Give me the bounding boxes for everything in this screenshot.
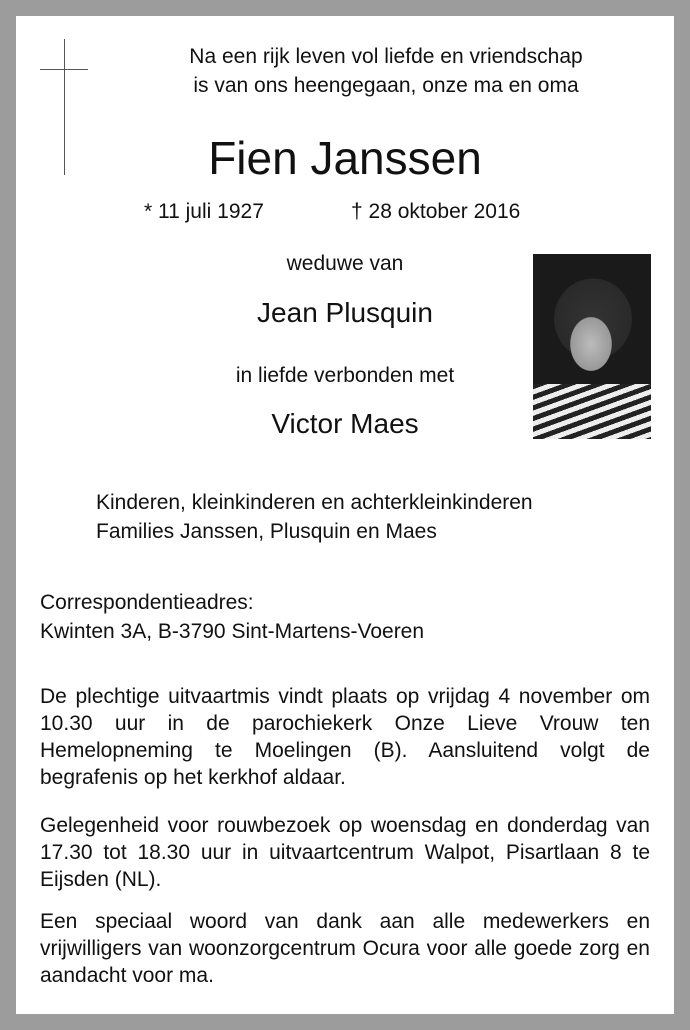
family-line: Families Janssen, Plusquin en Maes [96, 520, 437, 543]
spouse-name: Jean Plusquin [257, 297, 433, 328]
widow-label: weduwe van [286, 252, 404, 275]
family-line: Kinderen, kleinkinderen en achterkleinkinderen [96, 491, 533, 514]
paragraph: De plechtige uitvaartmis vindt plaats op vrijdag 4 november om 10.30 uur in de parochiekerk Onze Lieve Vrouw ten Hemelopneming te Moelingen (B). Aansluitend volgt de begrafenis op het kerkhof aldaar. [40, 685, 650, 789]
intro-line: Na een rijk leven vol liefde en vriendschap [189, 45, 583, 68]
paragraph: Een speciaal woord van dank aan alle medewerkers en vrijwilligers van woonzorgcentrum Ocura voor alle goede zorg en aandacht voor ma. [40, 910, 650, 987]
bond-label: in liefde verbonden met [235, 364, 455, 387]
address-label: Correspondentieadres: [40, 591, 254, 614]
portrait-photo [533, 254, 651, 439]
address-value: Kwinten 3A, B-3790 Sint-Martens-Voeren [40, 620, 425, 643]
visitation-paragraph [40, 812, 650, 893]
thanks-paragraph [40, 908, 650, 989]
birth-date: * 11 juli 1927 [144, 200, 264, 223]
partner-name: Victor Maes [271, 408, 419, 439]
death-notice [16, 16, 674, 1014]
death-date: † 28 oktober 2016 [351, 200, 521, 223]
paragraph: Gelegenheid voor rouwbezoek op woensdag en donderdag van 17.30 tot 18.30 uur in uitvaartcentrum Walpot, Pisartlaan 8 te Eijsden (NL). [40, 814, 650, 891]
address [40, 588, 424, 646]
intro-text [96, 42, 676, 100]
family-text [96, 488, 533, 546]
intro-line: is van ons heengegaan, onze ma en oma [193, 74, 579, 97]
funeral-paragraph [40, 683, 650, 791]
deceased-name: Fien Janssen [208, 132, 482, 184]
